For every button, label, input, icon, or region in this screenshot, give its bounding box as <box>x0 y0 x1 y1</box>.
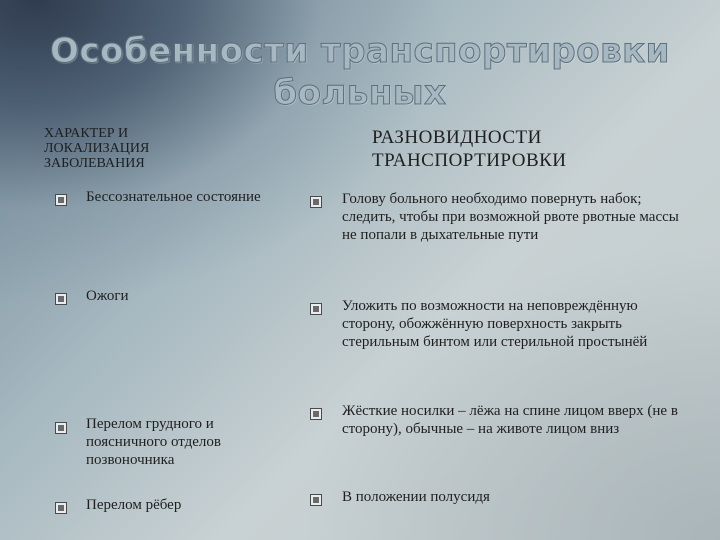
right-column-header <box>372 126 692 172</box>
square-bullet-icon <box>310 196 322 208</box>
right-list-item: Голову больного необходимо повернуть набок; следить, чтобы при возможной рвоте рвотные массы не попали в дыхательные пути <box>342 191 679 243</box>
left-list-item: Перелом рёбер <box>86 497 182 513</box>
right-header-line: РАЗНОВИДНОСТИ <box>372 127 542 148</box>
square-bullet-icon <box>310 408 322 420</box>
square-bullet-icon <box>310 303 322 315</box>
right-header-line: ТРАНСПОРТИРОВКИ <box>372 150 567 171</box>
right-list-item: В положении полусидя <box>342 489 490 505</box>
square-bullet-icon <box>55 502 67 514</box>
square-bullet-icon <box>310 494 322 506</box>
left-header-line: ХАРАКТЕР И <box>44 126 129 141</box>
left-header-line: ЛОКАЛИЗАЦИЯ <box>44 141 150 156</box>
left-header-line: ЗАБОЛЕВАНИЯ <box>44 156 145 171</box>
right-list-item: Жёсткие носилки – лёжа на спине лицом вверх (не в сторону), обычные – на животе лицом вниз <box>342 403 678 437</box>
square-bullet-icon <box>55 293 67 305</box>
square-bullet-icon <box>55 422 67 434</box>
left-list-item: Перелом грудного и поясничного отделов позвоночника <box>86 416 221 468</box>
square-bullet-icon <box>55 194 67 206</box>
right-list-item: Уложить по возможности на неповреждённую сторону, обожжённую поверхность закрыть стерильным бинтом или стерильной простынёй <box>342 298 648 350</box>
slide-title <box>0 30 720 114</box>
left-column-header <box>44 126 244 171</box>
slide-title-line-1: Особенности транспортировки <box>49 31 671 71</box>
left-list-item: Ожоги <box>86 288 129 304</box>
left-list-item: Бессознательное состояние <box>86 189 261 205</box>
slide-title-line-2: больных <box>273 73 447 113</box>
